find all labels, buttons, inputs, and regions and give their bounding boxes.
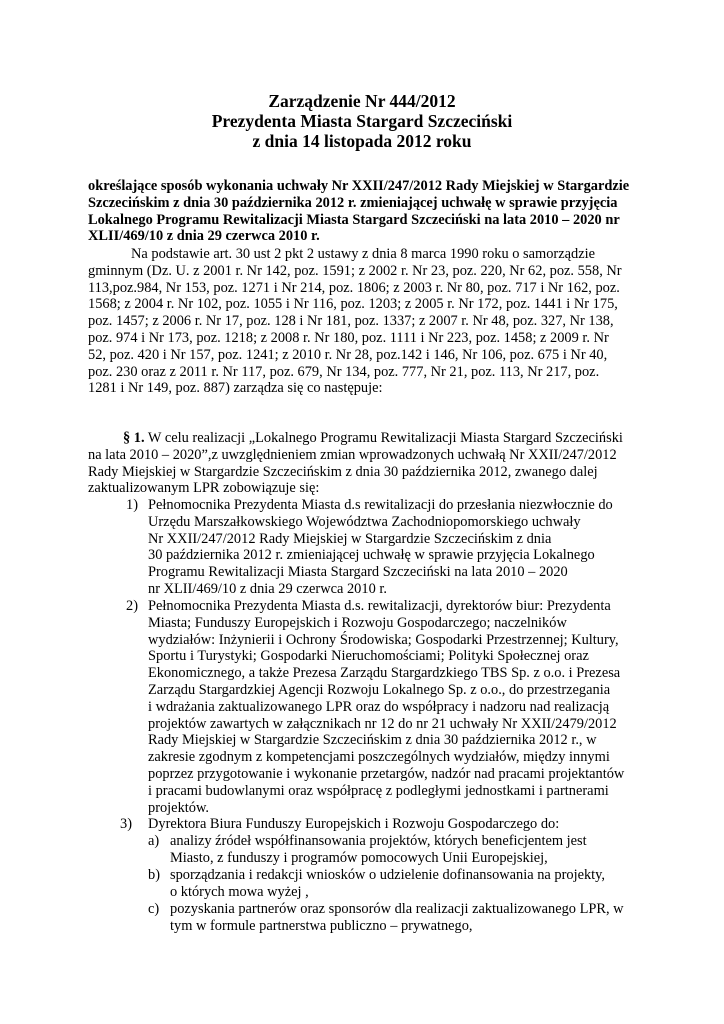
- item-1-line: [148, 564, 642, 581]
- item-3b-line-text: o których mowa wyżej ,: [170, 883, 309, 900]
- item-2-line: [148, 766, 642, 783]
- item-1-line-text: Pełnomocnika Prezydenta Miasta d.s rewitalizacji do przesłania niezwłocznie do: [148, 497, 613, 513]
- item-1-block: [148, 497, 642, 598]
- subject-line-text: Lokalnego Programu Rewitalizacji Miasta Stargard Szczeciński na lata 2010 – 2020 nr: [88, 211, 620, 228]
- basis-line: [88, 313, 643, 330]
- basis-line: [88, 330, 643, 347]
- item-1-line: [148, 531, 642, 548]
- item-1-line: [148, 547, 642, 564]
- item-2-line: [148, 648, 642, 665]
- item-3c-line: [170, 918, 642, 935]
- basis-line-text: 113,poz.984, Nr 153, poz. 1271 i Nr 214, poz. 1806; z 2003 r. Nr 80, poz. 717 i Nr 162, poz.: [88, 279, 620, 296]
- item-3c-line-text: pozyskania partnerów oraz sponsorów dla realizacji zaktualizowanego LPR, w: [170, 901, 624, 917]
- item-1-number: 1): [126, 497, 138, 513]
- basis-line: [88, 347, 643, 364]
- item-2-line-text: Ekonomicznego, a także Prezesa Zarządu Stargardzkiego TBS Sp. z o.o. i Prezesa: [148, 665, 621, 682]
- subject-line: [88, 228, 643, 245]
- basis-line: [88, 380, 643, 397]
- item-2-line: [148, 716, 642, 733]
- item-2-line: [148, 632, 642, 649]
- legal-basis-block: [88, 246, 643, 397]
- section-1-line-text: W celu realizacji „Lokalnego Programu Rewitalizacji Miasta Stargard Szczeciński: [144, 430, 623, 446]
- item-3c-block: [170, 901, 642, 935]
- item-3a-letter: a): [148, 833, 160, 849]
- document-title-line-1: Zarządzenie Nr 444/2012: [268, 91, 456, 111]
- item-2-line: [148, 682, 642, 699]
- item-3-number: 3): [120, 816, 132, 832]
- basis-line-text: 1281 i Nr 149, poz. 887) zarządza się co następuje:: [88, 380, 383, 397]
- item-3c-letter: c): [148, 901, 160, 917]
- item-1-line: [148, 497, 642, 514]
- item-2-line: [148, 699, 642, 716]
- section-1-line: [88, 480, 643, 497]
- item-2-line-text: Pełnomocnika Prezydenta Miasta d.s. rewitalizacji, dyrektorów biur: Prezydenta: [148, 598, 611, 614]
- subject-line: [88, 178, 643, 195]
- item-2-line: [148, 598, 642, 615]
- item-3a-line: [170, 833, 642, 850]
- basis-line-text: 52, poz. 420 i Nr 157, poz. 1241; z 2010 r. Nr 28, poz.142 i 146, Nr 106, poz. 675 i Nr 40,: [88, 346, 608, 363]
- basis-line-text: gminnym (Dz. U. z 2001 r. Nr 142, poz. 1591; z 2002 r. Nr 23, poz. 220, Nr 62, poz. 558, Nr: [88, 262, 622, 279]
- item-1-line-text: Urzędu Marszałkowskiego Województwa Zachodniopomorskiego uchwały: [148, 513, 581, 530]
- item-1-line-text: nr XLII/469/10 z dnia 29 czerwca 2010 r.: [148, 580, 387, 597]
- item-2-line-text: poprzez przygotowanie i wykonanie przetargów, nadzór nad pracami projektantów: [148, 765, 625, 782]
- item-2-line-text: Sportu i Turystyki; Gospodarki Nieruchomościami; Polityki Społecznej oraz: [148, 648, 589, 665]
- basis-line: [88, 280, 643, 297]
- item-3b-line: [170, 884, 642, 901]
- item-3a-line: [170, 850, 642, 867]
- item-3b-line: [170, 867, 642, 884]
- item-2-line: [148, 749, 642, 766]
- item-2-line: [148, 783, 642, 800]
- item-1-line-text: Programu Rewitalizacji Miasta Stargard Szczeciński na lata 2010 – 2020: [148, 564, 568, 581]
- basis-line: [88, 263, 643, 280]
- subject-line: [88, 212, 643, 229]
- section-1-line-text: Rady Miejskiej w Stargardzie Szczecińskim z dnia 30 października 2012, zwanego dalej: [88, 463, 598, 480]
- basis-line-text: Na podstawie art. 30 ust 2 pkt 2 ustawy z dnia 8 marca 1990 roku o samorządzie: [131, 246, 595, 262]
- item-2-line-text: wydziałów: Inżynierii i Ochrony Środowiska; Gospodarki Przestrzennej; Kultury,: [148, 631, 619, 648]
- item-3b-letter: b): [148, 867, 160, 883]
- item-3c-line: [170, 901, 642, 918]
- basis-line: [88, 296, 643, 313]
- item-2-line: [148, 732, 642, 749]
- item-2-line-text: i pracami budowlanymi oraz współpracę z podległymi jednostkami i partnerami: [148, 782, 609, 799]
- item-2-line-text: zakresie zgodnym z kompetencjami poszczególnych wydziałów, między innymi: [148, 749, 610, 766]
- item-3b-line-text: sporządzania i redakcji wniosków o udzielenie dofinansowania na projekty,: [170, 867, 606, 883]
- item-1-line: [148, 581, 642, 598]
- section-1-line-text: zaktualizowanym LPR zobowiązuje się:: [88, 480, 320, 497]
- basis-line-text: poz. 230 oraz z 2011 r. Nr 117, poz. 679, Nr 134, poz. 777, Nr 21, poz. 113, Nr 217, poz.: [88, 363, 600, 380]
- item-1-line: [148, 514, 642, 531]
- item-3-intro: Dyrektora Biura Funduszy Europejskich i Rozwoju Gospodarczego do:: [148, 816, 560, 832]
- item-1-line-text: 30 października 2012 r. zmieniającej uchwałę w sprawie przyjęcia Lokalnego: [148, 547, 595, 564]
- item-2-line-text: projektów zawartych w załącznikach nr 12 do nr 21 uchwały Nr XXII/2479/2012: [148, 715, 617, 732]
- item-2-line: [148, 615, 642, 632]
- item-3b-block: [170, 867, 642, 901]
- subject-line-text: XLII/469/10 z dnia 29 czerwca 2010 r.: [88, 228, 320, 245]
- basis-line-text: poz. 974 i Nr 173, poz. 1218; z 2008 r. Nr 180, poz. 1111 i Nr 223, poz. 1458; z 2009 r. Nr: [88, 329, 609, 346]
- basis-line: [88, 364, 643, 381]
- section-1-line: [88, 464, 643, 481]
- item-2-number: 2): [126, 598, 138, 614]
- subject-line-text: określające sposób wykonania uchwały Nr XXII/247/2012 Rady Miejskiej w Stargardzie: [88, 178, 630, 194]
- item-2-line-text: i wdrażania zaktualizowanego LPR oraz do współpracy i nadzoru nad realizacją: [148, 698, 610, 715]
- subject-line-text: Szczecińskim z dnia 30 października 2012 r. zmieniającej uchwałę w sprawie przyjęcia: [88, 194, 618, 211]
- item-2-line: [148, 665, 642, 682]
- item-3a-line-text: Miasto, z funduszy i programów pomocowych Unii Europejskiej,: [170, 849, 548, 866]
- section-1-block: [88, 430, 643, 497]
- subject-line: [88, 195, 643, 212]
- item-2-line-text: projektów.: [148, 799, 210, 816]
- section-1-marker: § 1.: [123, 430, 145, 446]
- item-2-line-text: Miasta; Funduszy Europejskich i Rozwoju Gospodarczego; naczelników: [148, 614, 567, 631]
- section-1-line: [88, 447, 643, 464]
- subject-block: [88, 178, 643, 245]
- section-1-line: [88, 430, 643, 447]
- basis-line-text: poz. 1457; z 2006 r. Nr 17, poz. 128 i Nr 181, poz. 1337; z 2007 r. Nr 48, poz. 327, Nr 138,: [88, 313, 614, 330]
- item-1-line-text: Nr XXII/247/2012 Rady Miejskiej w Stargardzie Szczecińskim z dnia: [148, 530, 552, 547]
- document-title-line-3: z dnia 14 listopada 2012 roku: [252, 131, 472, 151]
- basis-line: [88, 246, 643, 263]
- item-2-line-text: Zarządu Stargardzkiej Agencji Rozwoju Lokalnego Sp. z o.o., do przestrzegania: [148, 681, 611, 698]
- item-3a-block: [170, 833, 642, 867]
- item-2-block: [148, 598, 642, 816]
- section-1-line-text: na lata 2010 – 2020”,z uwzględnieniem zmian wprowadzonych uchwałą Nr XXII/247/2012: [88, 446, 617, 463]
- item-2-line-text: Rady Miejskiej w Stargardzie Szczecińskim z dnia 30 października 2012 r., w: [148, 732, 597, 749]
- basis-line-text: 1568; z 2004 r. Nr 102, poz. 1055 i Nr 116, poz. 1203; z 2005 r. Nr 172, poz. 1441 i Nr 175,: [88, 296, 618, 313]
- item-2-line: [148, 800, 642, 817]
- item-3c-line-text: tym w formule partnerstwa publiczno – prywatnego,: [170, 917, 473, 934]
- item-3a-line-text: analizy źródeł współfinansowania projektów, których beneficjentem jest: [170, 833, 587, 849]
- document-title-line-2: Prezydenta Miasta Stargard Szczeciński: [211, 111, 513, 131]
